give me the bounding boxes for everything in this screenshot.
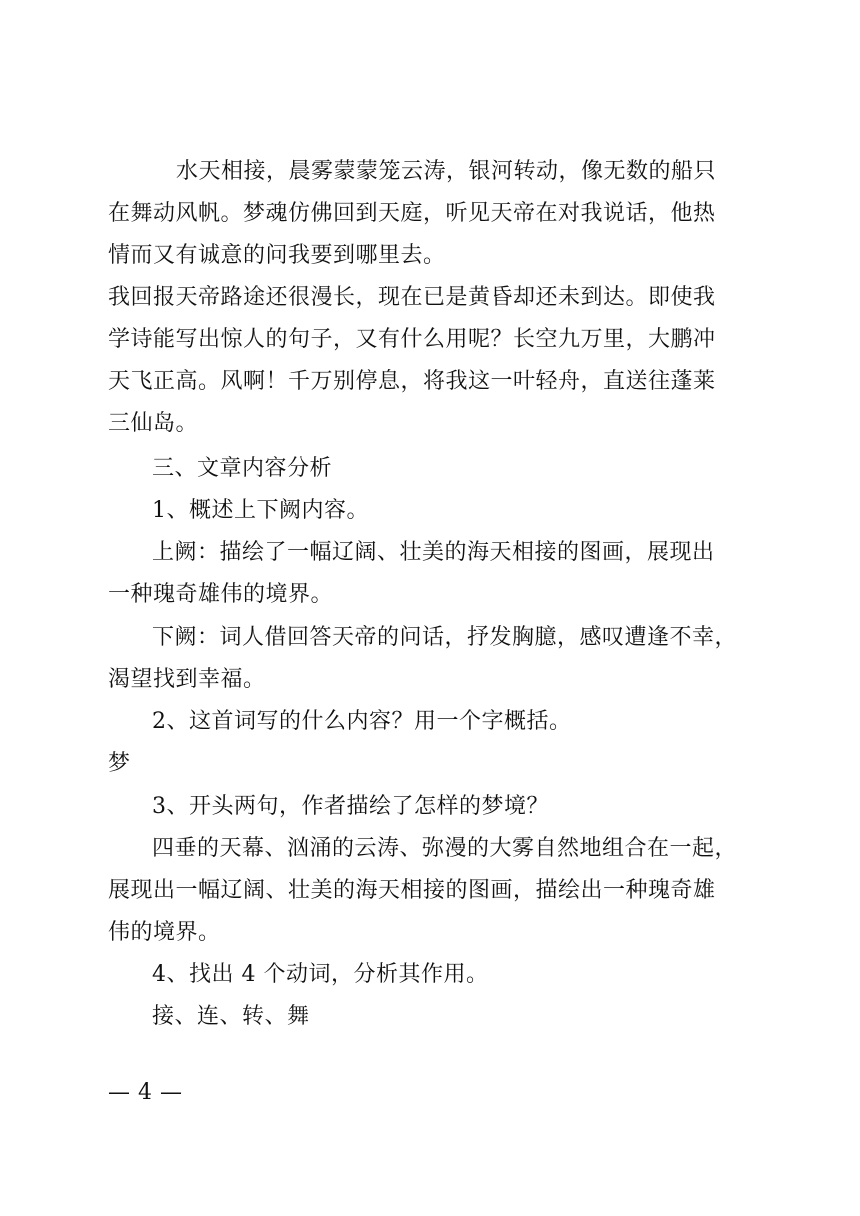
page-number: — 4 — (108, 1080, 183, 1105)
answer-2: 梦 (108, 751, 131, 776)
answer-4: 接、连、转、舞 (152, 1004, 310, 1029)
poem-translation-line-2: 在舞动风帆。梦魂仿佛回到天庭，听见天帝在对我说话，他热 (108, 201, 716, 226)
answer-1-lower-line-1: 下阙：词人借回答天帝的问话，抒发胸臆，感叹遭逢不幸， (152, 625, 738, 650)
answer-3-line-3: 伟的境界。 (108, 920, 221, 945)
question-2: 2、这首词写的什么内容？用一个字概括。 (152, 709, 572, 734)
answer-1-lower-line-2: 渴望找到幸福。 (108, 667, 266, 692)
answer-1-upper-line-2: 一种瑰奇雄伟的境界。 (108, 582, 334, 607)
poem-translation-line-4: 我回报天帝路途还很漫长，现在已是黄昏却还未到达。即使我 (108, 285, 716, 310)
question-3: 3、开头两句，作者描绘了怎样的梦境？ (152, 794, 549, 819)
poem-translation-line-6: 天飞正高。风啊！千万别停息，将我这一叶轻舟，直送往蓬莱 (108, 369, 716, 394)
answer-3-line-2: 展现出一幅辽阔、壮美的海天相接的图画，描绘出一种瑰奇雄 (108, 878, 716, 903)
question-4: 4、找出 4 个动词，分析其作用。 (152, 962, 489, 987)
poem-translation-line-7: 三仙岛。 (108, 411, 199, 436)
poem-translation-line-3: 情而又有诚意的问我要到哪里去。 (108, 243, 446, 268)
poem-translation-line-5: 学诗能写出惊人的句子，又有什么用呢？长空九万里，大鹏冲 (108, 327, 716, 352)
poem-translation-line-1: 水天相接，晨雾蒙蒙笼云涛，银河转动，像无数的船只 (176, 159, 717, 184)
answer-3-line-1: 四垂的天幕、汹涌的云涛、弥漫的大雾自然地组合在一起， (152, 836, 738, 861)
section-heading: 三、文章内容分析 (152, 456, 333, 481)
question-1: 1、概述上下阙内容。 (152, 498, 369, 523)
answer-1-upper-line-1: 上阙：描绘了一幅辽阔、壮美的海天相接的图画，展现出 (152, 540, 715, 565)
